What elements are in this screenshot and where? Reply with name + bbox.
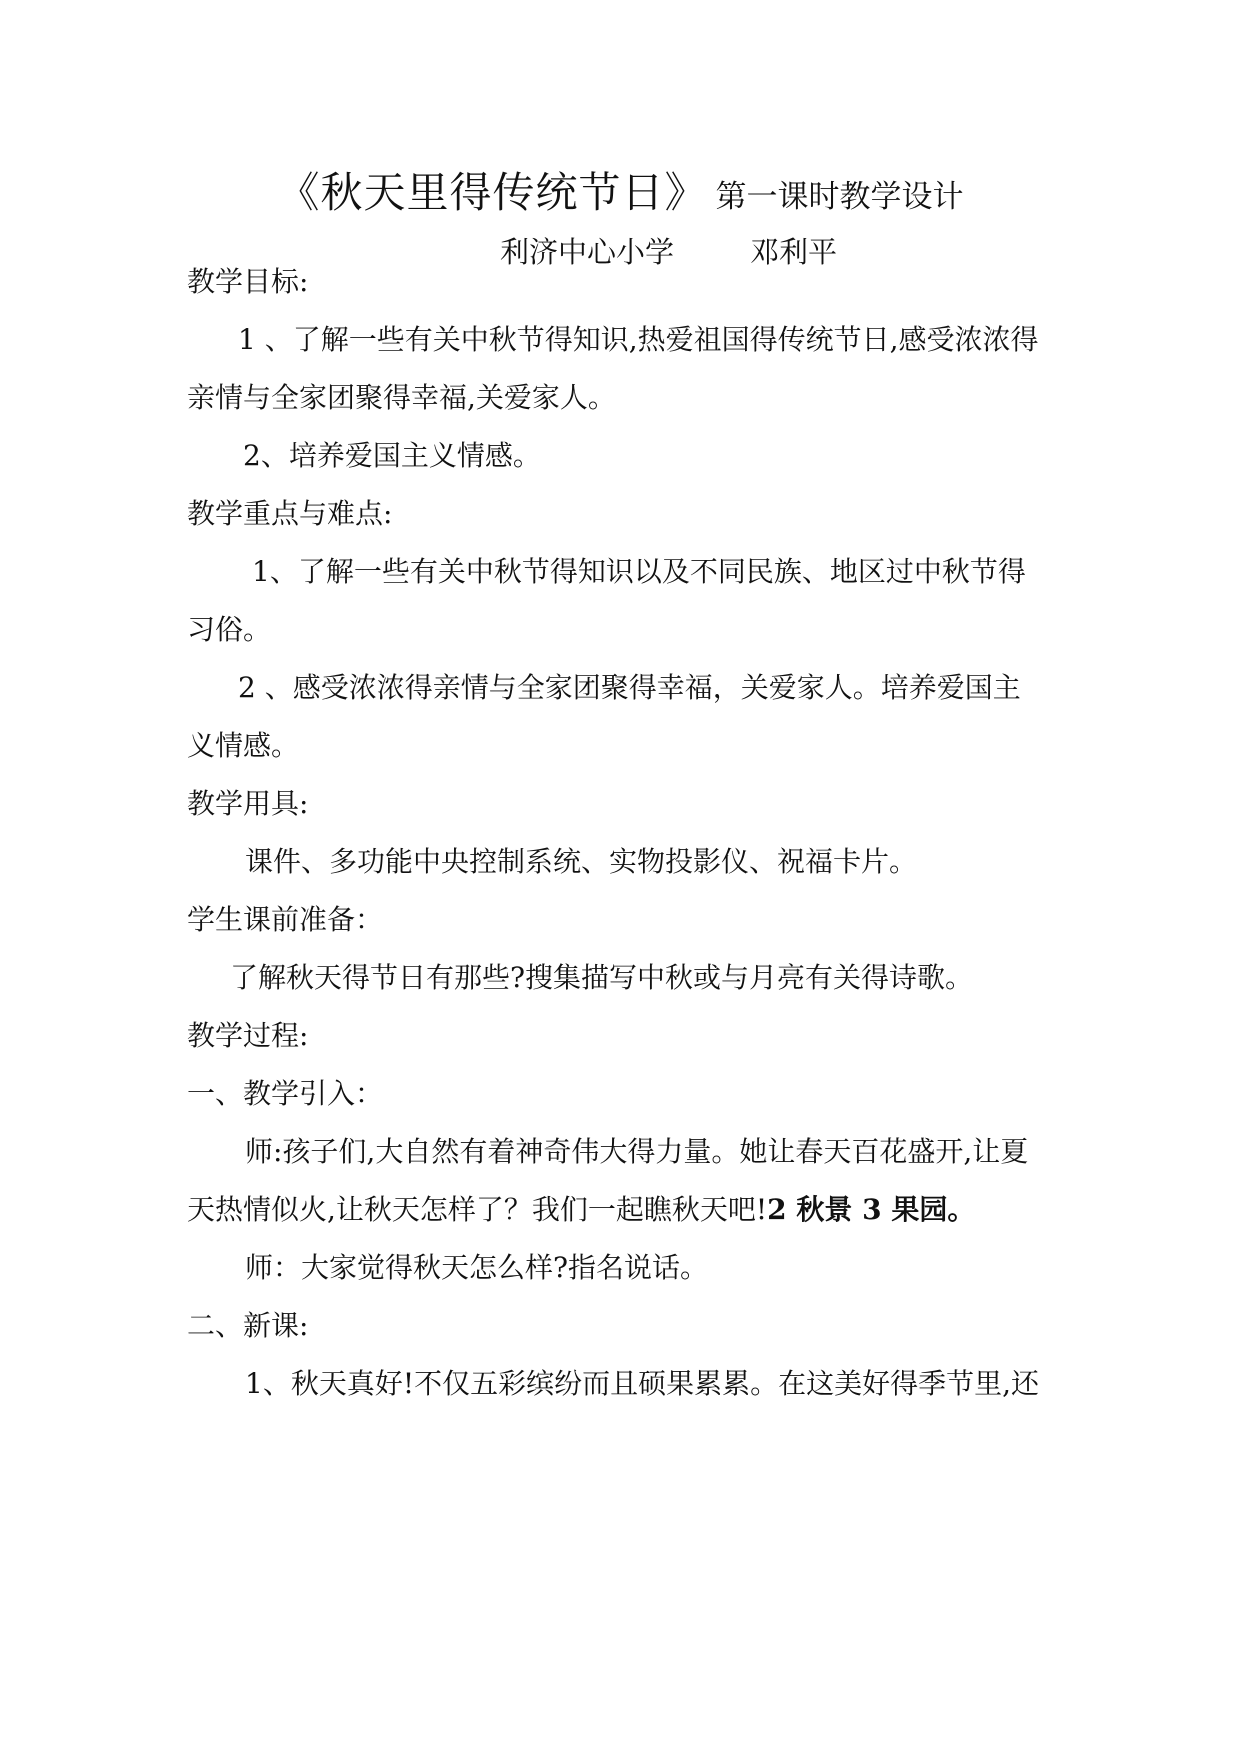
- paragraph-line: 2 、感受浓浓得亲情与全家团聚得幸福，关爱家人。培养爱国主: [238, 671, 1021, 704]
- paragraph-line: 亲情与全家团聚得幸福,关爱家人。: [187, 381, 616, 414]
- paragraph-line: 师：大家觉得秋天怎么样?指名说话。: [245, 1251, 709, 1284]
- paragraph-line: 1 、了解一些有关中秋节得知识,热爱祖国得传统节日,感受浓浓得: [238, 323, 1039, 356]
- section-heading-key-points: 教学重点与难点:: [187, 497, 393, 530]
- paragraph-line: 习俗。: [187, 613, 272, 646]
- paragraph-line: 课件、多功能中央控制系统、实物投影仪、祝福卡片。: [245, 845, 918, 878]
- section-heading-process: 教学过程:: [187, 1019, 309, 1052]
- paragraph-line: 1、了解一些有关中秋节得知识以及不同民族、地区过中秋节得: [252, 555, 1026, 588]
- paragraph-line: [187, 1190, 975, 1230]
- document-title: [0, 160, 1241, 220]
- bold-annotation: 2 秋景 3 果园。: [767, 1193, 976, 1226]
- paragraph-line: 2、培养爱国主义情感。: [243, 439, 541, 472]
- section-heading-objectives: 教学目标:: [187, 265, 309, 298]
- school-name: 利济中心小学: [500, 235, 675, 269]
- paragraph-line: 了解秋天得节日有那些?搜集描写中秋或与月亮有关得诗歌。: [230, 961, 974, 994]
- paragraph-line: 师:孩子们,大自然有着神奇伟大得力量。她让春天百花盛开,让夏: [245, 1135, 1029, 1168]
- paragraph-line: 义情感。: [187, 729, 300, 762]
- title-main: 《秋天里得传统节日》: [277, 168, 708, 217]
- section-heading-preparation: 学生课前准备：: [187, 903, 384, 936]
- section-heading-intro: 一、教学引入：: [187, 1077, 384, 1110]
- section-heading-new-lesson: 二、新课:: [187, 1309, 309, 1342]
- author-line: [500, 230, 837, 271]
- paragraph-text: 天热情似火,让秋天怎样了？我们一起瞧秋天吧!: [187, 1193, 768, 1226]
- author-name: 邓利平: [750, 235, 838, 269]
- section-heading-tools: 教学用具:: [187, 787, 309, 820]
- title-subtitle: 第一课时教学设计: [715, 179, 964, 215]
- paragraph-line: 1、秋天真好!不仅五彩缤纷而且硕果累累。在这美好得季节里,还: [245, 1367, 1039, 1400]
